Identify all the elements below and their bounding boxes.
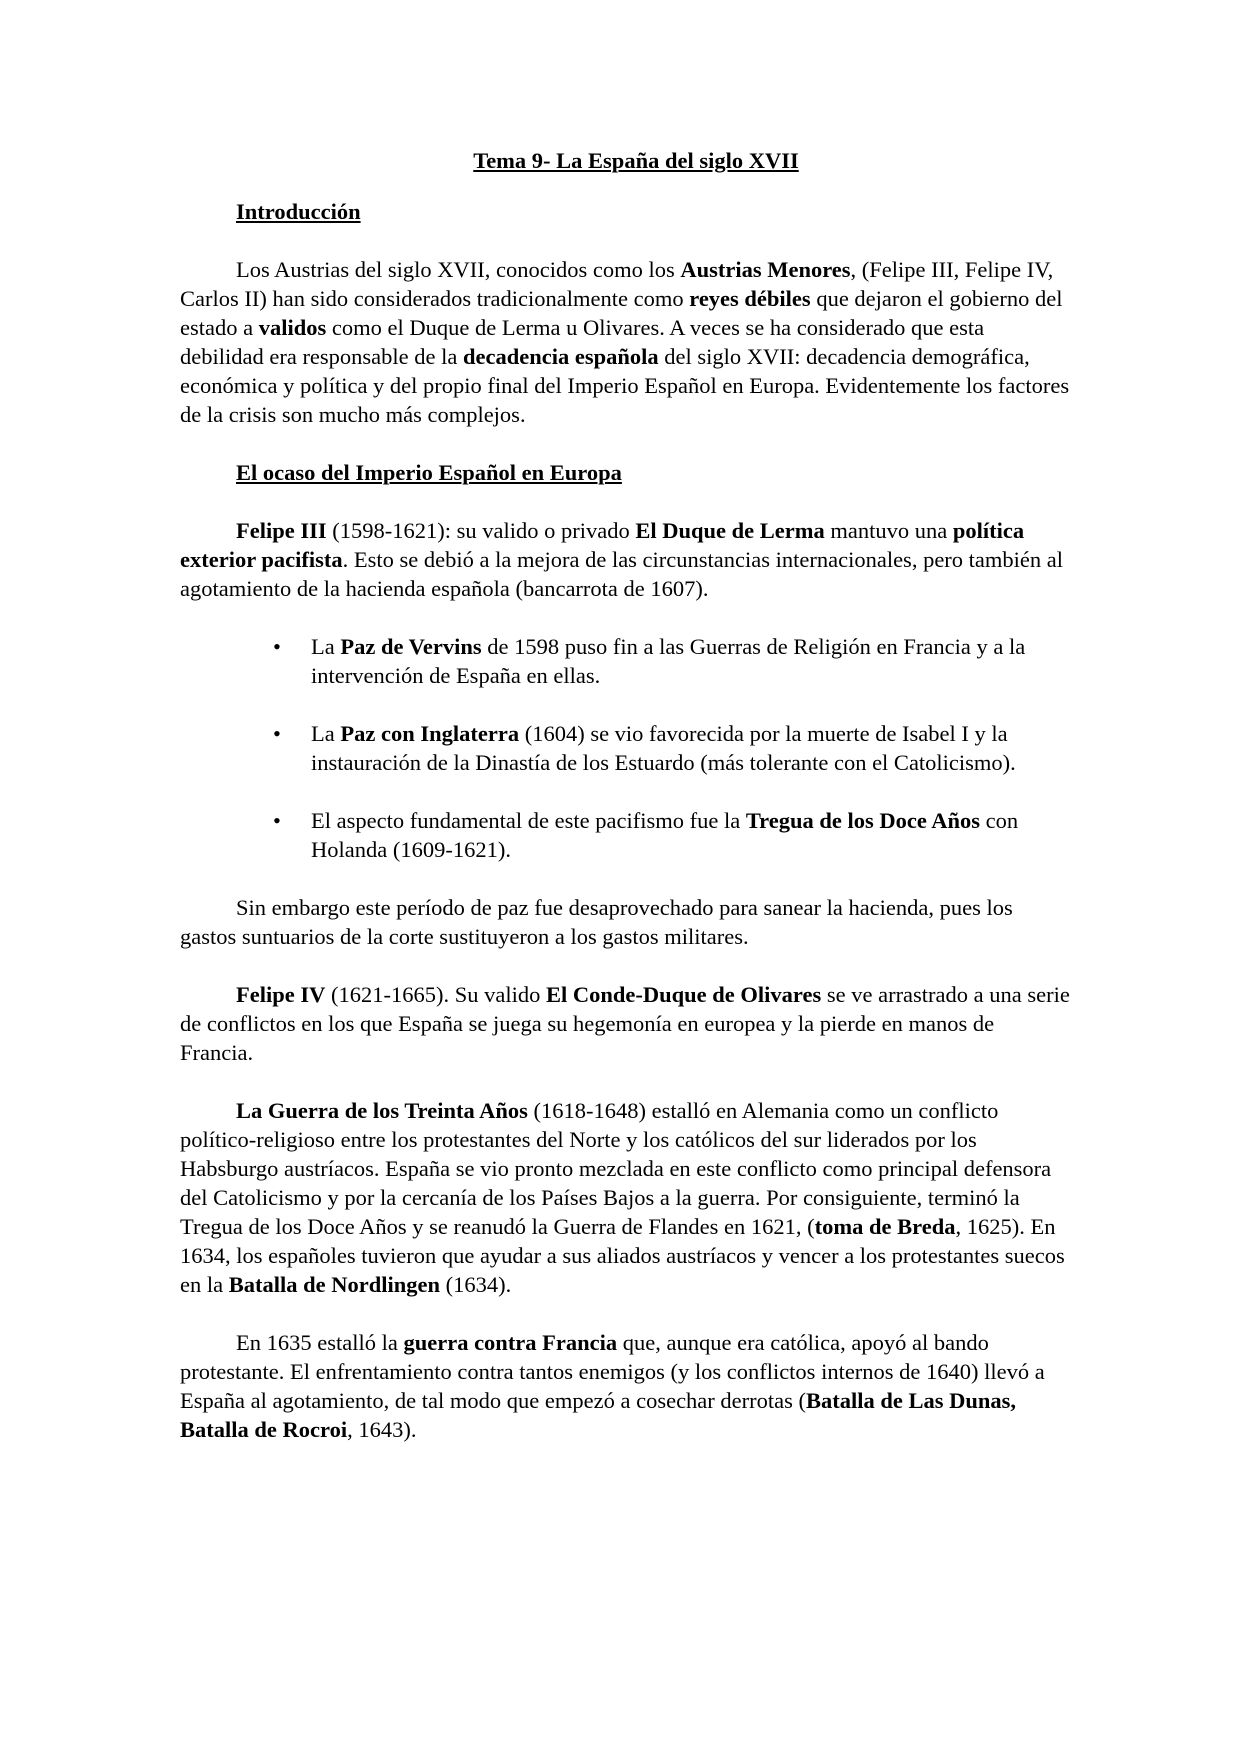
document-page (180, 146, 1070, 1473)
guerra-francia-paragraph: En 1635 estalló la guerra contra Francia que, aunque era católica, apoyó al bando protestante. El enfrentamiento contra tantos enemigos (y los conflictos internos de 1640) llevó a España al agotamiento, de tal modo que empezó a cosechar derrotas (Batalla de Las Dunas, Batalla de Rocroi, 1643). (180, 1330, 1045, 1442)
list-item: • La Paz de Vervins de 1598 puso fin a las Guerras de Religión en Francia y a la intervención de España en ellas. (273, 634, 1026, 688)
intro-paragraph: Los Austrias del siglo XVII, conocidos como los Austrias Menores, (Felipe III, Felipe IV, Carlos II) han sido considerados tradicionalmente como reyes débiles que dejaron el gobierno del estado a validos como el Duque de Lerma u Olivares. A veces se ha considerado que esta debilidad era responsable de la decadencia española del siglo XVII: decadencia demográfica, económica y política y del propio final del Imperio Español en Europa. Evidentemente los factores de la crisis son mucho más complejos. (180, 257, 1070, 427)
list-item: • La Paz con Inglaterra (1604) se vio favorecida por la muerte de Isabel I y la instauración de la Dinastía de los Estuardo (más tolerante con el Catolicismo). (273, 721, 1016, 775)
felipe-iv-paragraph: Felipe IV (1621-1665). Su valido El Conde-Duque de Olivares se ve arrastrado a una serie de conflictos en los que España se juega su hegemonía en europea y la pierde en manos de Francia. (180, 982, 1070, 1065)
felipe-iii-paragraph: Felipe III (1598-1621): su valido o privado El Duque de Lerma mantuvo una política exterior pacifista. Esto se debió a la mejora de las circunstancias internacionales, pero también al agotamiento de la hacienda española (bancarrota de 1607). (180, 518, 1064, 601)
bullet-icon: • (273, 721, 281, 746)
bullet-icon: • (273, 808, 281, 833)
section-heading-introduccion: Introducción (236, 199, 361, 224)
section-heading-ocaso: El ocaso del Imperio Español en Europa (236, 460, 622, 485)
bullet-icon: • (273, 634, 281, 659)
bullet-list (180, 632, 1070, 864)
treinta-anos-paragraph: La Guerra de los Treinta Años (1618-1648) estalló en Alemania como un conflicto político-religioso entre los protestantes del Norte y los católicos del sur liderados por los Habsburgo austríacos. España se vio pronto mezclada en este conflicto como principal defensora del Catolicismo y por la cercanía de los Países Bajos a la guerra. Por consiguiente, terminó la Tregua de los Doce Años y se reanudó la Guerra de Flandes en 1621, (toma de Breda, 1625). En 1634, los españoles tuvieron que ayudar a sus aliados austríacos y vencer a los protestantes suecos en la Batalla de Nordlingen (1634). (180, 1098, 1065, 1297)
list-item: • El aspecto fundamental de este pacifismo fue la Tregua de los Doce Años con Holanda (1609-1621). (273, 808, 1019, 862)
sin-embargo-paragraph: Sin embargo este período de paz fue desaprovechado para sanear la hacienda, pues los gastos suntuarios de la corte sustituyeron a los gastos militares. (180, 895, 1013, 949)
page-title: Tema 9- La España del siglo XVII (473, 148, 799, 173)
